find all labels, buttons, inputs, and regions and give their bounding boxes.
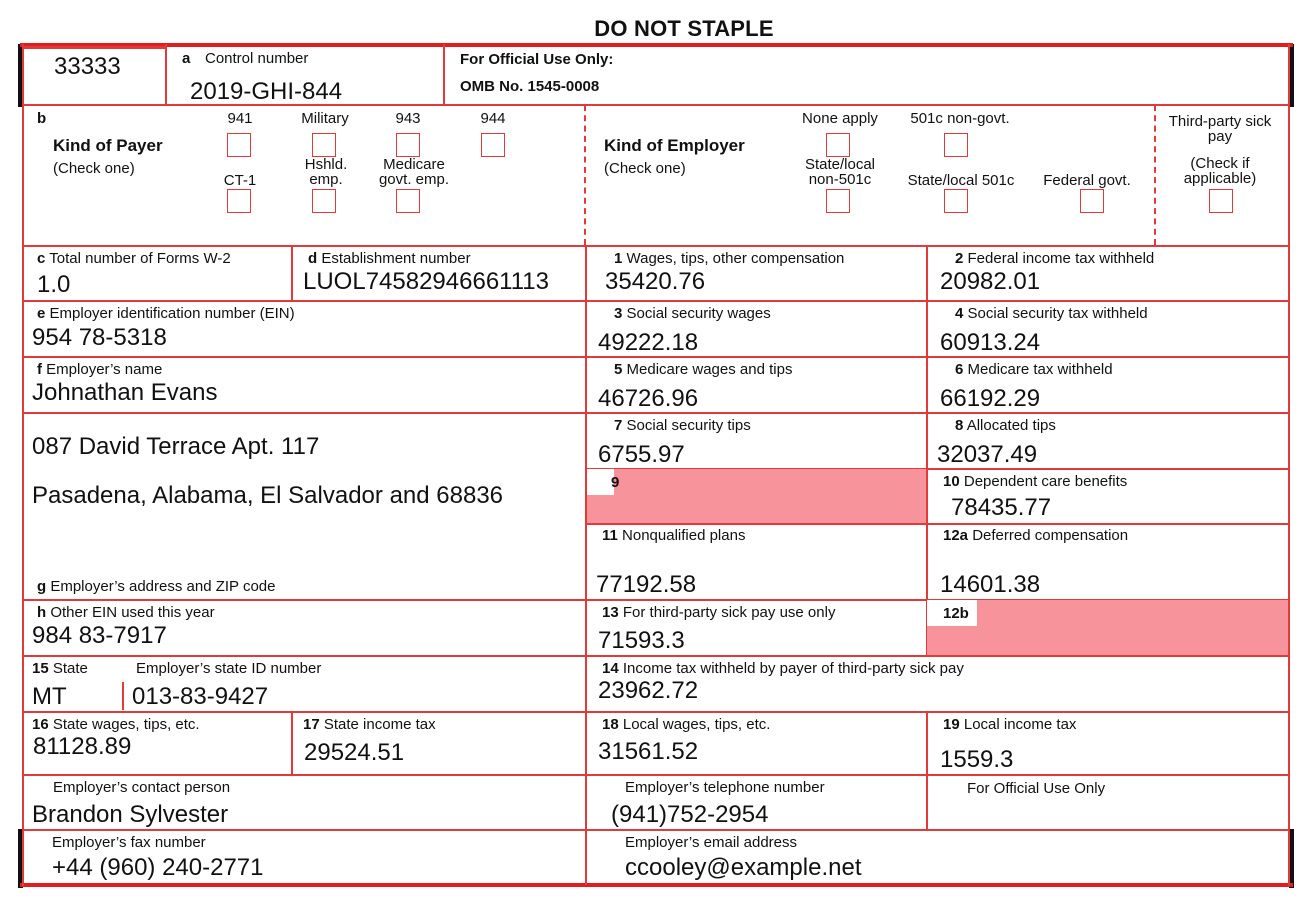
divider xyxy=(22,829,1289,831)
box-7-label: Social security tips xyxy=(626,417,751,434)
telephone-label: Employer’s telephone number xyxy=(625,779,825,796)
box-num: 11 xyxy=(602,527,618,544)
payer-title: Kind of Payer xyxy=(53,136,163,155)
box-13-label: For third-party sick pay use only xyxy=(622,604,836,621)
box-num: 13 xyxy=(602,604,619,621)
box-num: 16 xyxy=(32,716,49,733)
box-num: 15 xyxy=(32,660,49,677)
employer-none-checkbox[interactable] xyxy=(826,133,850,157)
box-9-shade xyxy=(587,469,926,523)
divider xyxy=(22,300,1289,302)
box-14-label: Income tax withheld by payer of third-party sick pay xyxy=(622,660,964,677)
box-num: 10 xyxy=(943,473,960,490)
third-party-label: Third-party sick pay xyxy=(1168,113,1272,145)
payer-letter: b xyxy=(37,110,47,127)
divider xyxy=(926,711,928,829)
divider xyxy=(443,44,445,105)
divider xyxy=(926,245,928,655)
divider xyxy=(22,245,1289,247)
box-9-notch xyxy=(587,469,614,495)
box-19-label: Local income tax xyxy=(963,716,1077,733)
divider xyxy=(165,44,167,105)
box-2-value[interactable]: 20982.01 xyxy=(940,268,1041,295)
employer-option-label: Federal govt. xyxy=(1043,172,1131,189)
box-c-label: Total number of Forms W-2 xyxy=(49,250,231,267)
email-value[interactable]: ccooley@example.net xyxy=(625,854,862,881)
page-title: DO NOT STAPLE xyxy=(594,16,774,41)
employer-state-501c-checkbox[interactable] xyxy=(944,189,968,213)
box-num: 17 xyxy=(303,716,320,733)
box-9-num: 9 xyxy=(611,474,620,491)
control-label: Control number xyxy=(205,50,309,67)
box-d-label: Establishment number xyxy=(321,250,471,267)
divider xyxy=(22,46,165,49)
payer-option-label: Medicare govt. emp. xyxy=(378,156,450,188)
employer-state-non501c-checkbox[interactable] xyxy=(826,189,850,213)
box-num: 19 xyxy=(943,716,960,733)
payer-943-checkbox[interactable] xyxy=(396,133,420,157)
right-edge-bar-bottom xyxy=(1289,829,1294,888)
box-11-label: Nonqualified plans xyxy=(622,527,746,544)
box-15-label: State xyxy=(52,660,88,677)
right-border xyxy=(1288,44,1290,886)
payer-option-label: Military xyxy=(301,110,349,127)
fax-label: Employer’s fax number xyxy=(52,834,206,851)
box-8-value[interactable]: 32037.49 xyxy=(937,441,1038,468)
payer-subtitle: (Check one) xyxy=(53,160,135,177)
box-e-label: Employer identification number (EIN) xyxy=(49,305,295,322)
box-16-value[interactable]: 81128.89 xyxy=(33,733,132,760)
payer-option-label: 944 xyxy=(480,110,506,127)
official-use-only-label: For Official Use Only xyxy=(967,780,1106,797)
box-num: 14 xyxy=(602,660,619,677)
box-letter: g xyxy=(37,578,47,595)
fax-value[interactable]: +44 (960) 240-2771 xyxy=(52,854,264,881)
payer-ct1-checkbox[interactable] xyxy=(227,189,251,213)
third-party-note: (Check if applicable) xyxy=(1183,155,1257,187)
box-letter: c xyxy=(37,250,46,267)
box-12b-shade xyxy=(927,600,1288,655)
box-7-value[interactable]: 6755.97 xyxy=(598,441,685,468)
box-num: 2 xyxy=(955,250,964,267)
box-letter: f xyxy=(37,361,42,378)
divider xyxy=(586,523,1289,525)
box-num: 7 xyxy=(614,417,623,434)
box-e-value[interactable]: 954 78-5318 xyxy=(32,324,167,351)
payer-option-label: 941 xyxy=(227,110,253,127)
box-18-value[interactable]: 31561.52 xyxy=(598,738,699,765)
employer-kind-subtitle: (Check one) xyxy=(604,160,686,177)
payer-military-checkbox[interactable] xyxy=(312,133,336,157)
box-f-value[interactable]: Johnathan Evans xyxy=(32,379,218,406)
box-f-label: Employer’s name xyxy=(46,361,163,378)
box-13-value[interactable]: 71593.3 xyxy=(598,627,685,654)
official-use-label: For Official Use Only: xyxy=(460,51,614,68)
box-3-label: Social security wages xyxy=(626,305,771,322)
box-1-label: Wages, tips, other compensation xyxy=(626,250,845,267)
box-6-value[interactable]: 66192.29 xyxy=(940,385,1041,412)
box-12b-num: 12b xyxy=(943,605,969,622)
address-line-2[interactable]: Pasadena, Alabama, El Salvador and 68836 xyxy=(32,482,504,509)
box-8-label: Allocated tips xyxy=(966,417,1056,434)
divider xyxy=(291,245,293,300)
divider xyxy=(22,711,1289,713)
box-h-label: Other EIN used this year xyxy=(50,604,215,621)
employer-option-label: None apply xyxy=(802,110,878,127)
state-id-value[interactable]: 013-83-9427 xyxy=(132,683,269,710)
box-h-value[interactable]: 984 83-7917 xyxy=(32,622,167,649)
omb-number: OMB No. 1545-0008 xyxy=(460,78,600,95)
divider xyxy=(291,711,293,774)
dashed-divider xyxy=(584,105,586,245)
box-num: 3 xyxy=(614,305,623,322)
box-5-value[interactable]: 46726.96 xyxy=(598,385,699,412)
box-num: 6 xyxy=(955,361,964,378)
form-code: 33333 xyxy=(54,53,121,80)
right-edge-bar xyxy=(1289,44,1294,107)
contact-person-label: Employer’s contact person xyxy=(53,779,231,796)
box-3-value[interactable]: 49222.18 xyxy=(598,329,699,356)
employer-kind-title: Kind of Employer xyxy=(604,136,745,155)
box-num: 1 xyxy=(614,250,623,267)
box-10-value[interactable]: 78435.77 xyxy=(951,494,1052,521)
left-border xyxy=(22,44,24,886)
divider xyxy=(585,245,587,885)
employer-501c-checkbox[interactable] xyxy=(944,133,968,157)
email-label: Employer’s email address xyxy=(625,834,798,851)
payer-hshld-checkbox[interactable] xyxy=(312,189,336,213)
box-1-value[interactable]: 35420.76 xyxy=(605,268,706,295)
employer-option-label: State/local non-501c xyxy=(804,156,876,188)
payer-944-checkbox[interactable] xyxy=(481,133,505,157)
box-14-value[interactable]: 23962.72 xyxy=(598,677,699,704)
box-15-state-value[interactable]: MT xyxy=(32,683,67,710)
box-4-value[interactable]: 60913.24 xyxy=(940,329,1041,356)
payer-941-checkbox[interactable] xyxy=(227,133,251,157)
box-16-label: State wages, tips, etc. xyxy=(52,716,200,733)
box-letter: e xyxy=(37,305,46,322)
employer-federal-checkbox[interactable] xyxy=(1080,189,1104,213)
payer-medicare-checkbox[interactable] xyxy=(396,189,420,213)
box-4-label: Social security tax withheld xyxy=(967,305,1148,322)
box-6-label: Medicare tax withheld xyxy=(967,361,1113,378)
address-line-1[interactable]: 087 David Terrace Apt. 117 xyxy=(32,433,320,460)
box-17-label: State income tax xyxy=(323,716,436,733)
control-letter: a xyxy=(182,50,191,67)
third-party-checkbox[interactable] xyxy=(1209,189,1233,213)
box-d-value[interactable]: LUOL74582946661113 xyxy=(303,268,549,295)
box-num: 12a xyxy=(943,527,969,544)
state-id-label: Employer’s state ID number xyxy=(136,660,322,677)
box-2-label: Federal income tax withheld xyxy=(967,250,1155,267)
payer-option-label: 943 xyxy=(395,110,421,127)
box-12a-label: Deferred compensation xyxy=(972,527,1129,544)
box-11-value[interactable]: 77192.58 xyxy=(596,571,697,598)
dashed-divider xyxy=(1154,105,1156,245)
box-19-value[interactable]: 1559.3 xyxy=(940,746,1014,773)
divider xyxy=(22,774,1289,776)
box-num: 8 xyxy=(955,417,964,434)
box-num: 18 xyxy=(602,716,619,733)
payer-option-label: CT-1 xyxy=(223,172,257,189)
box-10-label: Dependent care benefits xyxy=(963,473,1128,490)
box-letter: d xyxy=(308,250,318,267)
box-num: 4 xyxy=(955,305,964,322)
employer-option-label: 501c non-govt. xyxy=(910,110,1010,127)
box-5-label: Medicare wages and tips xyxy=(626,361,793,378)
box-num: 5 xyxy=(614,361,623,378)
box-18-label: Local wages, tips, etc. xyxy=(622,716,771,733)
top-border xyxy=(20,43,1293,47)
box-c-value[interactable]: 1.0 xyxy=(37,271,71,298)
divider xyxy=(122,682,124,710)
box-17-value[interactable]: 29524.51 xyxy=(304,739,405,766)
divider xyxy=(22,655,1289,657)
payer-option-label: Hshld. emp. xyxy=(304,156,348,188)
control-number-field[interactable]: 2019-GHI-844 xyxy=(190,78,343,105)
bottom-border xyxy=(20,883,1293,887)
box-g-label: Employer’s address and ZIP code xyxy=(50,578,276,595)
employer-option-label: State/local 501c xyxy=(907,172,1015,189)
telephone-value[interactable]: (941)752-2954 xyxy=(611,801,769,828)
contact-person-value[interactable]: Brandon Sylvester xyxy=(32,801,229,828)
box-12a-value[interactable]: 14601.38 xyxy=(940,571,1041,598)
box-letter: h xyxy=(37,604,47,621)
